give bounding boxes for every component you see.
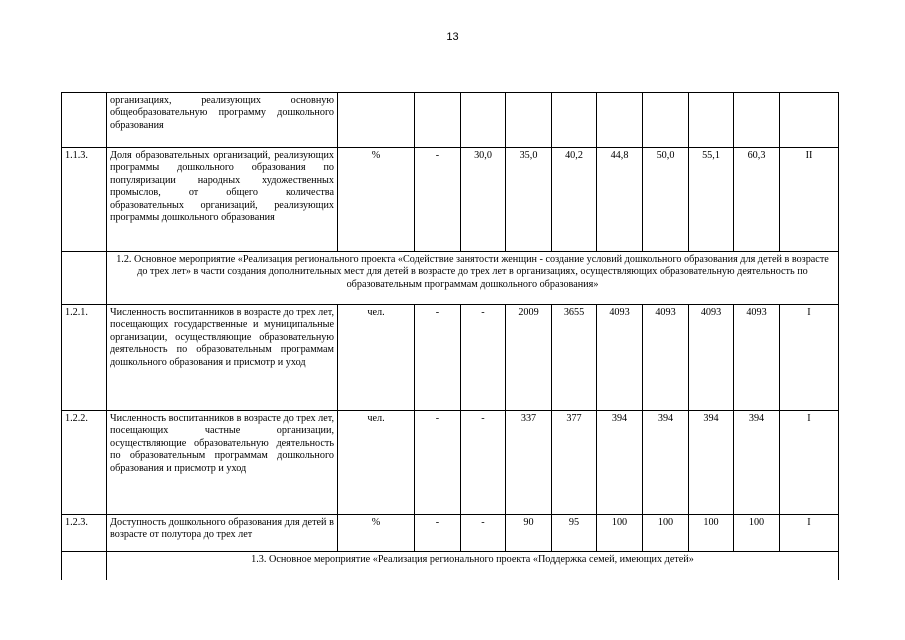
value-cell: 100	[643, 515, 689, 552]
section-title: 1.2. Основное мероприятие «Реализация регионального проекта «Содействие занятости женщин - создание условий дошкольного образования для детей в возрасте до трех лет» в части создания дополнительных мест для детей в возрасте до трех лет в организациях, осуществляющих образовательную деятельность по образовательным программам дошкольного образования»	[107, 252, 839, 305]
value-cell: 2009	[506, 305, 552, 411]
row-number	[62, 93, 107, 148]
value-cell: 35,0	[506, 148, 552, 252]
table-row	[62, 515, 839, 552]
value-cell	[734, 93, 780, 148]
value-cell: -	[461, 515, 506, 552]
row-number: 1.2.3.	[62, 515, 107, 552]
value-cell: 4093	[597, 305, 643, 411]
indicators-table	[61, 92, 839, 580]
section-row	[62, 252, 839, 305]
unit-cell	[338, 93, 415, 148]
row-number: 1.2.1.	[62, 305, 107, 411]
indicator-name: организациях, реализующих основную общеобразовательную программу дошкольного образования	[107, 93, 338, 148]
value-cell: 44,8	[597, 148, 643, 252]
value-cell: 100	[597, 515, 643, 552]
unit-cell: чел.	[338, 305, 415, 411]
section-row	[62, 552, 839, 580]
value-cell: 60,3	[734, 148, 780, 252]
indicator-name: Численность воспитанников в возрасте до трех лет, посещающих частные организации, осуществляющие образовательную деятельность по образовательным программам дошкольного образования и присмотр и уход	[107, 411, 338, 515]
value-cell	[552, 93, 597, 148]
indicator-name: Доля образовательных организаций, реализующих программы дошкольного образования по популяризации народных художественных промыслов, от общего количества образовательных организаций, реализующих программы дошкольного образования	[107, 148, 338, 252]
value-cell: 90	[506, 515, 552, 552]
value-cell: 4093	[689, 305, 734, 411]
unit-cell: %	[338, 515, 415, 552]
indicator-name: Доступность дошкольного образования для детей в возрасте от полутора до трех лет	[107, 515, 338, 552]
value-cell: 30,0	[461, 148, 506, 252]
row-number: 1.2.2.	[62, 411, 107, 515]
value-cell: 394	[689, 411, 734, 515]
page-number: 13	[446, 31, 459, 43]
value-cell: 394	[734, 411, 780, 515]
row-number: 1.1.3.	[62, 148, 107, 252]
row-number	[62, 552, 107, 580]
value-cell: -	[415, 148, 461, 252]
unit-cell: чел.	[338, 411, 415, 515]
value-cell	[597, 93, 643, 148]
value-cell: -	[461, 411, 506, 515]
group-cell: I	[780, 305, 839, 411]
value-cell: 394	[597, 411, 643, 515]
value-cell: 394	[643, 411, 689, 515]
row-number	[62, 252, 107, 305]
value-cell: 100	[689, 515, 734, 552]
value-cell: 4093	[734, 305, 780, 411]
indicator-name: Численность воспитанников в возрасте до трех лет, посещающих государственные и муниципальные организации, осуществляющие образовательную деятельность по образовательным программам дошкольного образования и присмотр и уход	[107, 305, 338, 411]
value-cell: 95	[552, 515, 597, 552]
value-cell: 55,1	[689, 148, 734, 252]
value-cell	[689, 93, 734, 148]
value-cell: -	[415, 305, 461, 411]
value-cell: 4093	[643, 305, 689, 411]
group-cell: I	[780, 411, 839, 515]
value-cell: 50,0	[643, 148, 689, 252]
value-cell	[461, 93, 506, 148]
value-cell: 40,2	[552, 148, 597, 252]
unit-cell: %	[338, 148, 415, 252]
table-row	[62, 305, 839, 411]
value-cell: 100	[734, 515, 780, 552]
value-cell: 3655	[552, 305, 597, 411]
table-row	[62, 148, 839, 252]
value-cell: -	[415, 515, 461, 552]
value-cell	[415, 93, 461, 148]
value-cell	[506, 93, 552, 148]
value-cell	[643, 93, 689, 148]
value-cell: -	[415, 411, 461, 515]
value-cell: 337	[506, 411, 552, 515]
value-cell: -	[461, 305, 506, 411]
group-cell: I	[780, 515, 839, 552]
group-cell: II	[780, 148, 839, 252]
section-title: 1.3. Основное мероприятие «Реализация регионального проекта «Поддержка семей, имеющих детей»	[107, 552, 839, 580]
table-row	[62, 93, 839, 148]
table-row	[62, 411, 839, 515]
group-cell	[780, 93, 839, 148]
value-cell: 377	[552, 411, 597, 515]
